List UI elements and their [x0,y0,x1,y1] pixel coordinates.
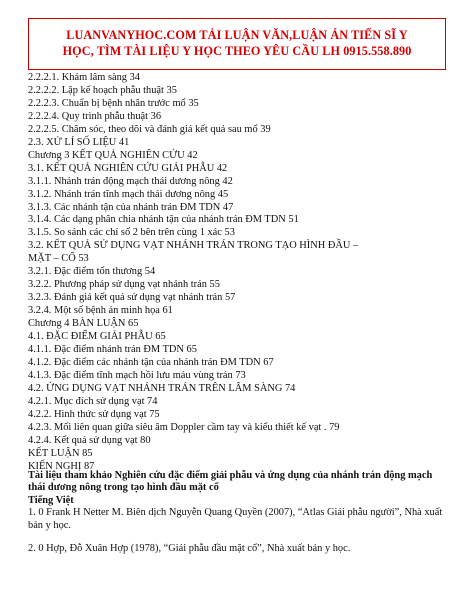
toc-line: 3.2.3. Đánh giá kết quả sử dụng vạt nhánh trán 57 [28,292,236,304]
toc-line: 3.1.1. Nhánh trán động mạch thái dương nông 42 [28,175,233,187]
toc-line: 2.3. XỬ LÍ SỐ LIỆU 41 [28,136,130,148]
toc-line: KIẾN NGHỊ 87 [28,460,95,472]
toc-line: MẶT – CỔ 53 [28,253,89,265]
toc-line: 4.2.1. Mục đích sử dụng vạt 74 [28,395,158,407]
spacer [28,532,448,543]
toc-line: 4.2.3. Mối liên quan giữa siêu âm Doppler cầm tay và kiểu thiết kế vạt . 79 [28,421,340,433]
toc-line: Chương 3 KẾT QUẢ NGHIÊN CỨU 42 [28,149,198,161]
toc-line: 4.2. ỨNG DỤNG VẠT NHÁNH TRÁN TRÊN LÂM SÀNG 74 [28,382,296,394]
toc-line: Chương 4 BÀN LUẬN 65 [28,318,139,330]
toc-line: 3.1. KẾT QUẢ NGHIÊN CỨU GIẢI PHẪU 42 [28,162,228,174]
references-section [28,470,448,555]
toc-line: KẾT LUẬN 85 [28,447,93,459]
toc-line: 4.1.1. Đặc điểm nhánh trán ĐM TDN 65 [28,344,197,356]
toc-line: 3.1.2. Nhánh trán tĩnh mạch thái dương nông 45 [28,188,229,200]
references-subtitle: Tiếng Việt [28,494,74,506]
toc-line: 3.2.1. Đặc điểm tổn thương 54 [28,266,156,278]
reference-item: 2. 0 Hợp, Đỗ Xuân Hợp (1978), “Giải phẫu đầu mặt cổ”, Nhà xuất bản y học. [28,543,351,555]
toc-line: 4.2.4. Kết quả sử dụng vạt 80 [28,434,151,446]
toc-line: 3.1.3. Các nhánh tận của nhánh trán ĐM TDN 47 [28,201,234,213]
toc-line: 2.2.2.1. Khám lâm sàng 34 [28,72,140,83]
toc-line: 2.2.2.4. Quy trình phẫu thuật 36 [28,110,162,122]
toc-line: 4.1. ĐẶC ĐIỂM GIẢI PHẪU 65 [28,331,166,343]
toc-line: 3.2.4. Một số bệnh án minh họa 61 [28,305,173,317]
toc-line: 2.2.2.5. Chăm sóc, theo dõi và đánh giá kết quả sau mổ 39 [28,123,271,135]
banner-line-1: LUANVANYHOC.COM TẢI LUẬN VĂN,LUẬN ÁN TIẾN SĨ Y [66,28,408,42]
toc-line: 3.2.2. Phương pháp sử dụng vạt nhánh trán 55 [28,279,220,291]
reference-item: 1. 0 Frank H Netter M. Biên dịch Nguyễn Quang Quyền (2007), “Atlas Giải phẫu người”, Nhà xuất bản y học. [28,507,443,531]
toc-line: 2.2.2.2. Lập kế hoạch phẫu thuật 35 [28,84,177,96]
toc-line: 3.1.5. So sánh các chỉ số 2 bên trên cùng 1 xác 53 [28,227,235,239]
header-banner [28,18,446,70]
toc-line: 2.2.2.3. Chuẩn bị bệnh nhân trước mổ 35 [28,97,199,109]
toc-line: 4.1.2. Đặc điểm các nhánh tận của nhánh trán ĐM TDN 67 [28,356,274,368]
toc-line: 4.2.2. Hình thức sử dụng vạt 75 [28,408,160,420]
references-title: Tài liệu tham khảo Nghiên cứu đặc điểm giải phẫu và ứng dụng của nhánh trán động mạch thái dương nông trong tạo hình đầu mặt cổ [28,470,433,494]
banner-line-2: HỌC, TÌM TÀI LIỆU Y HỌC THEO YÊU CẦU LH 0915.558.890 [62,43,412,58]
toc-line: 4.1.3. Đặc điểm tĩnh mạch hồi lưu máu vùng trán 73 [28,369,246,381]
toc-line: 3.1.4. Các dạng phân chia nhánh tận của nhánh trán ĐM TDN 51 [28,214,299,226]
table-of-contents [28,72,458,474]
toc-line: 3.2. KẾT QUẢ SỬ DỤNG VẠT NHÁNH TRÁN TRONG TẠO HÌNH ĐẦU – [28,240,359,252]
